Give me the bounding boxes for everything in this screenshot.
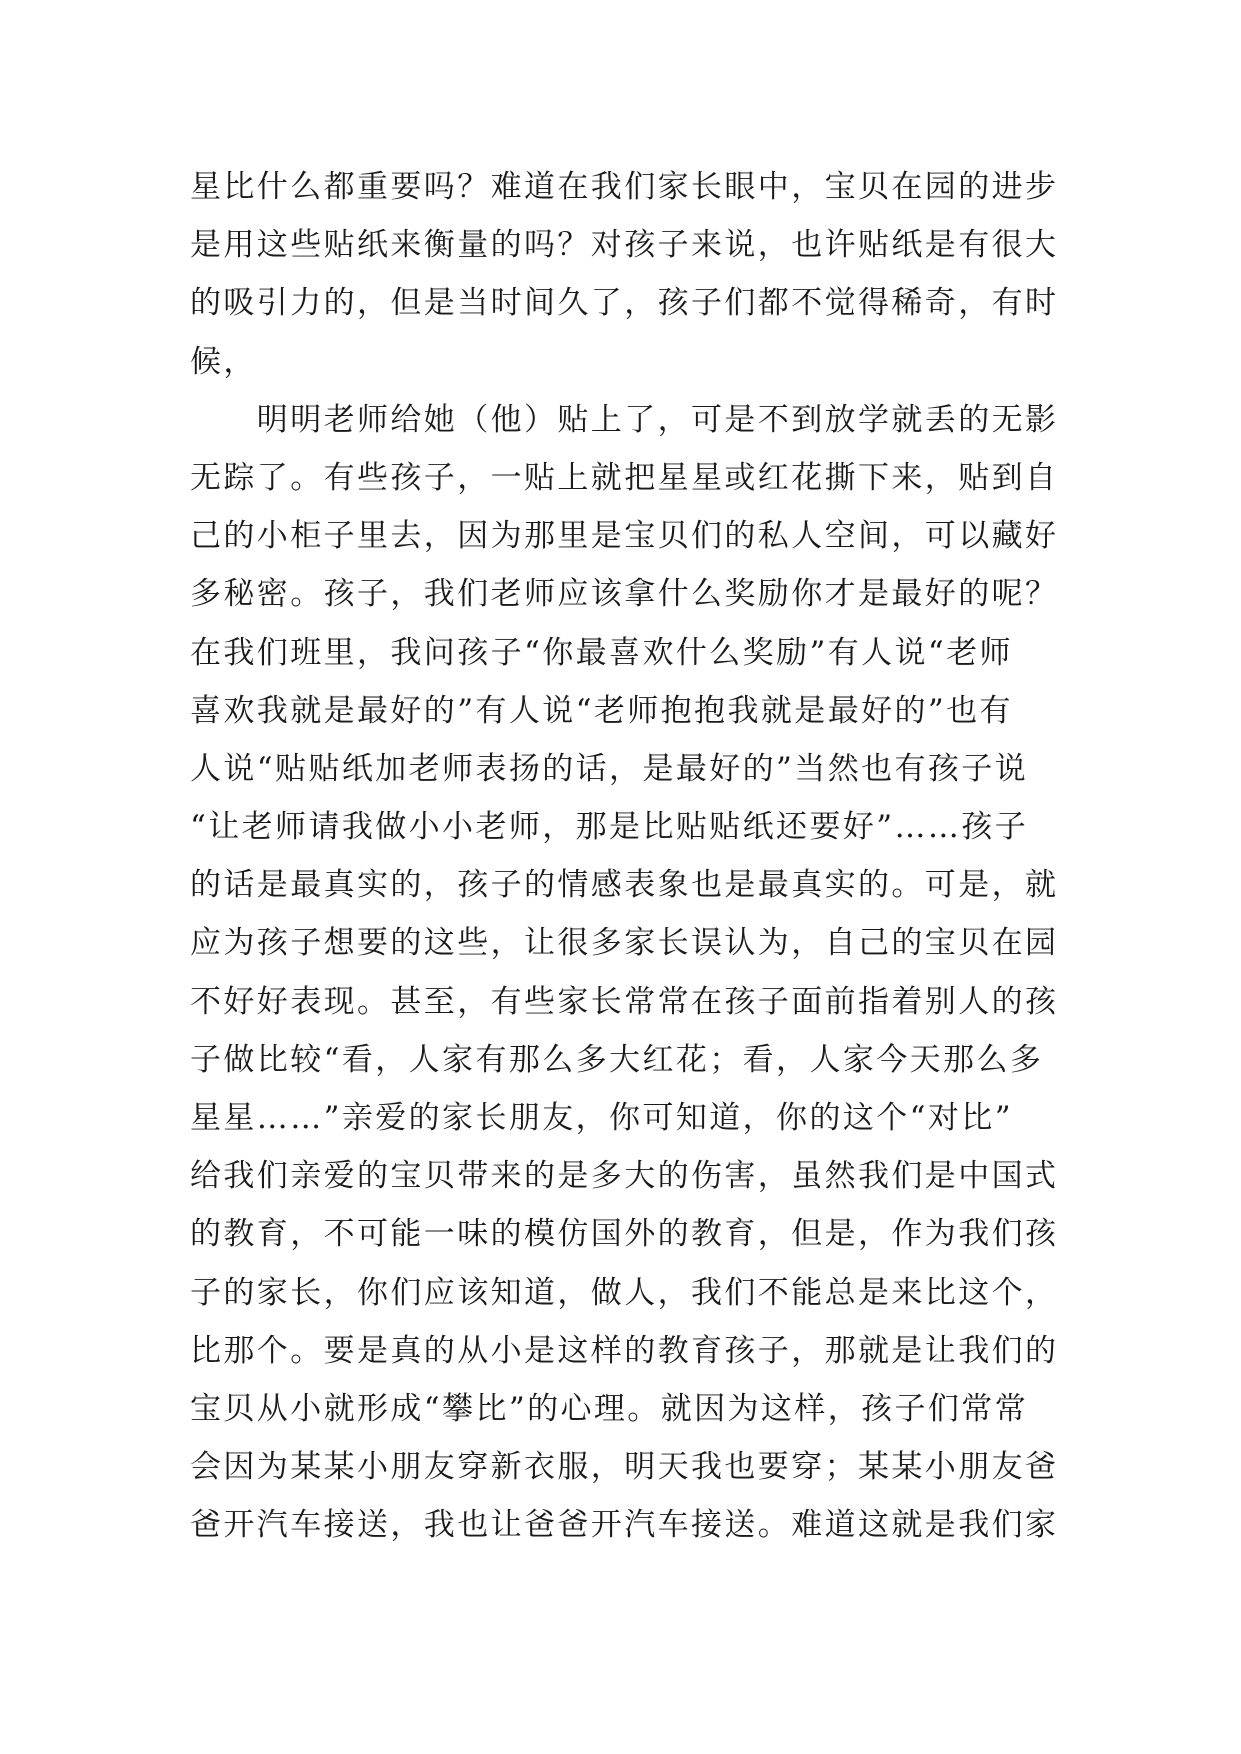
text-line: 人说“贴贴纸加老师表扬的话，是最好的”当然也有孩子说	[190, 750, 1029, 787]
paragraph-start-line: 明明老师给她（他）贴上了，可是不到放学就丢的无影	[190, 401, 1059, 438]
text-line: 无踪了。有些孩子，一贴上就把星星或红花撕下来，贴到自	[190, 459, 1059, 496]
text-line: 的教育，不可能一味的模仿国外的教育，但是，作为我们孩	[190, 1216, 1059, 1253]
text-line: 宝贝从小就形成“攀比”的心理。就因为这样，孩子们常常	[190, 1390, 1029, 1427]
text-line: 在我们班里，我问孩子“你最喜欢什么奖励”有人说“老师	[190, 634, 1013, 671]
text-line: 会因为某某小朋友穿新衣服，明天我也要穿；某某小朋友爸	[190, 1449, 1059, 1486]
text-line: 喜欢我就是最好的”有人说“老师抱抱我就是最好的”也有	[190, 692, 1013, 729]
text-line: 星比什么都重要吗？难道在我们家长眼中，宝贝在园的进步	[190, 169, 1059, 205]
body-text	[190, 158, 1070, 1555]
text-line: 候，	[190, 343, 257, 380]
text-line: 不好好表现。甚至，有些家长常常在孩子面前指着别人的孩	[190, 983, 1059, 1020]
text-line: 是用这些贴纸来衡量的吗？对孩子来说，也许贴纸是有很大	[190, 227, 1059, 264]
text-line: 比那个。要是真的从小是这样的教育孩子，那就是让我们的	[190, 1332, 1059, 1369]
text-line: 子做比较“看，人家有那么多大红花；看，人家今天那么多	[190, 1041, 1044, 1078]
text-line: 己的小柜子里去，因为那里是宝贝们的私人空间，可以藏好	[190, 518, 1059, 555]
text-line: 子的家长，你们应该知道，做人，我们不能总是来比这个，	[190, 1274, 1059, 1311]
text-line: 多秘密。孩子，我们老师应该拿什么奖励你才是最好的呢？	[190, 576, 1059, 613]
text-line: 爸开汽车接送，我也让爸爸开汽车接送。难道这就是我们家	[190, 1507, 1059, 1544]
text-line: 星星……”亲爱的家长朋友，你可知道，你的这个“对比”	[190, 1100, 1013, 1136]
text-line: 应为孩子想要的这些，让很多家长误认为，自己的宝贝在园	[190, 925, 1059, 962]
text-line: 的话是最真实的，孩子的情感表象也是最真实的。可是，就	[190, 867, 1059, 904]
text-line: “让老师请我做小小老师，那是比贴贴纸还要好”……孩子	[190, 809, 1029, 846]
text-line: 给我们亲爱的宝贝带来的是多大的伤害，虽然我们是中国式	[190, 1158, 1059, 1195]
text-line: 的吸引力的，但是当时间久了，孩子们都不觉得稀奇，有时	[190, 285, 1059, 322]
